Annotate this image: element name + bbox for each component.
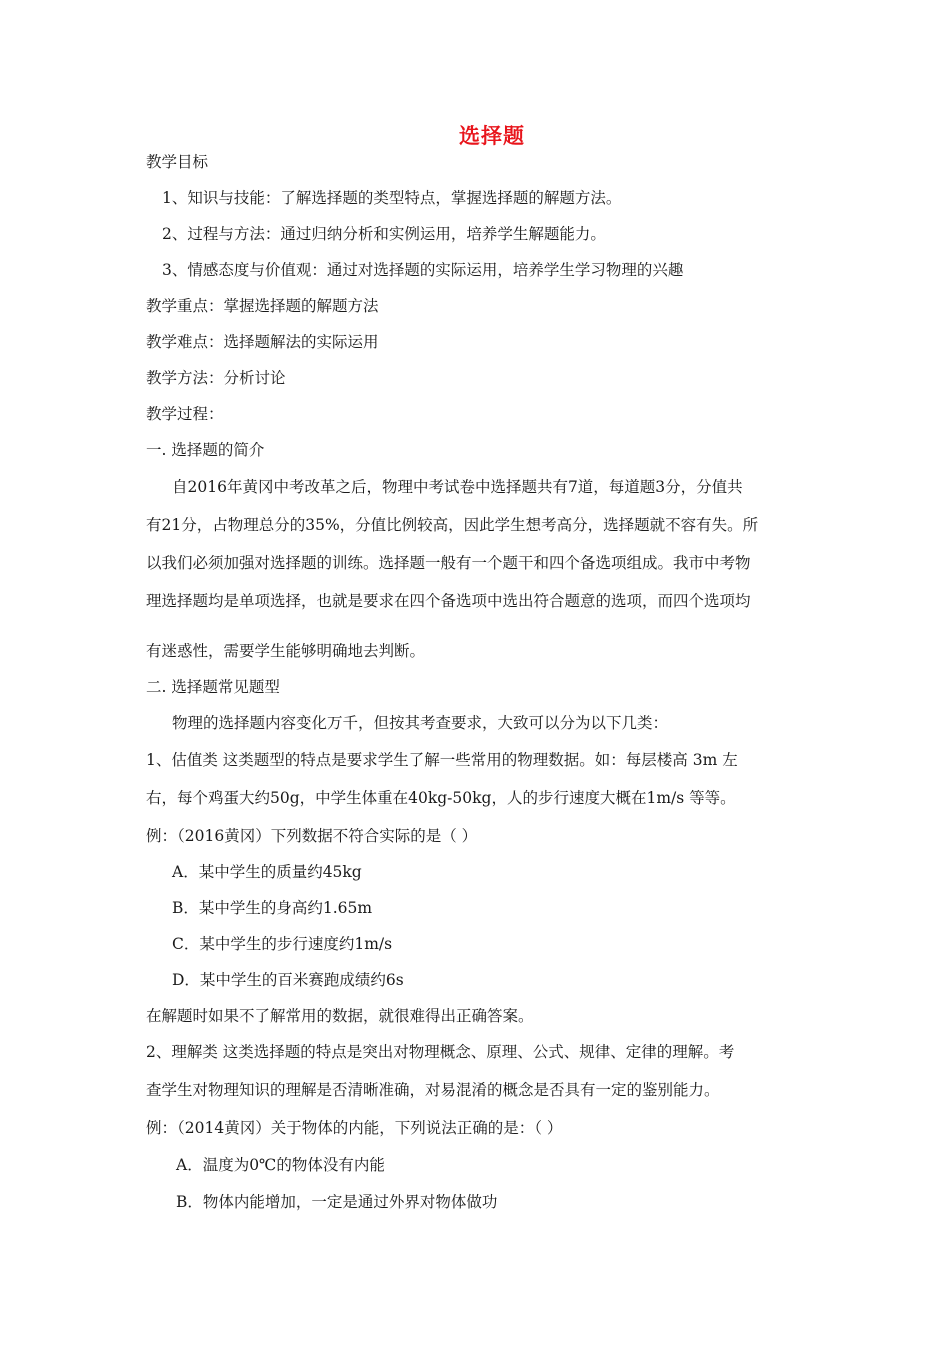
page-title: 选择题 <box>459 124 525 148</box>
type-description: 1、估值类 这类题型的特点是要求学生了解一些常用的物理数据。如：每层楼高 3m 左 <box>146 751 738 769</box>
section-intro: 物理的选择题内容变化万千，但按其考查要求，大致可以分为以下几类： <box>172 714 669 732</box>
objective-item: 2、过程与方法：通过归纳分析和实例运用，培养学生解题能力。 <box>162 225 606 243</box>
section-heading: 一. 选择题的简介 <box>146 441 265 459</box>
example-option: B．某中学生的身高约1.65m <box>172 899 373 917</box>
example-option: B．物体内能增加，一定是通过外界对物体做功 <box>176 1193 498 1211</box>
section-heading: 二. 选择题常见题型 <box>146 678 280 696</box>
teaching-method: 教学方法：分析讨论 <box>146 369 286 387</box>
example-question: 例：（2014黄冈）关于物体的内能，下列说法正确的是：（ ） <box>146 1119 563 1137</box>
example-option: A．温度为0℃的物体没有内能 <box>176 1156 385 1174</box>
key-point: 教学重点：掌握选择题的解题方法 <box>146 297 379 315</box>
paragraph-line: 自2016年黄冈中考改革之后，物理中考试卷中选择题共有7道，每道题3分，分值共 <box>172 478 743 496</box>
type-description: 查学生对物理知识的理解是否清晰准确，对易混淆的概念是否具有一定的鉴别能力。 <box>146 1081 720 1099</box>
example-option: C．某中学生的步行速度约1m/s <box>172 935 393 953</box>
example-option: A．某中学生的质量约45kg <box>172 863 362 881</box>
objective-item: 1、知识与技能：了解选择题的类型特点，掌握选择题的解题方法。 <box>162 189 622 207</box>
paragraph-line: 有21分，占物理总分的35%，分值比例较高，因此学生想考高分，选择题就不容有失。所 <box>146 516 759 534</box>
objective-item: 3、情感态度与价值观：通过对选择题的实际运用，培养学生学习物理的兴趣 <box>162 261 684 279</box>
difficulty: 教学难点：选择题解法的实际运用 <box>146 333 379 351</box>
type-description: 2、理解类 这类选择题的特点是突出对物理概念、原理、公式、规律、定律的理解。考 <box>146 1043 735 1061</box>
type-note: 在解题时如果不了解常用的数据，就很难得出正确答案。 <box>146 1007 534 1025</box>
example-option: D．某中学生的百米赛跑成绩约6s <box>172 971 404 989</box>
paragraph-line: 以我们必须加强对选择题的训练。选择题一般有一个题干和四个备选项组成。我市中考物 <box>146 554 751 572</box>
paragraph-line: 理选择题均是单项选择，也就是要求在四个备选项中选出符合题意的选项，而四个选项均 <box>146 592 751 610</box>
example-question: 例：（2016黄冈）下列数据不符合实际的是（ ） <box>146 827 478 845</box>
type-description: 右，每个鸡蛋大约50g，中学生体重在40kg-50kg，人的步行速度大概在1m/s 等等。 <box>146 789 736 807</box>
paragraph-line: 有迷惑性，需要学生能够明确地去判断。 <box>146 642 426 660</box>
teaching-process: 教学过程： <box>146 405 224 423</box>
objectives-heading: 教学目标 <box>146 153 209 171</box>
